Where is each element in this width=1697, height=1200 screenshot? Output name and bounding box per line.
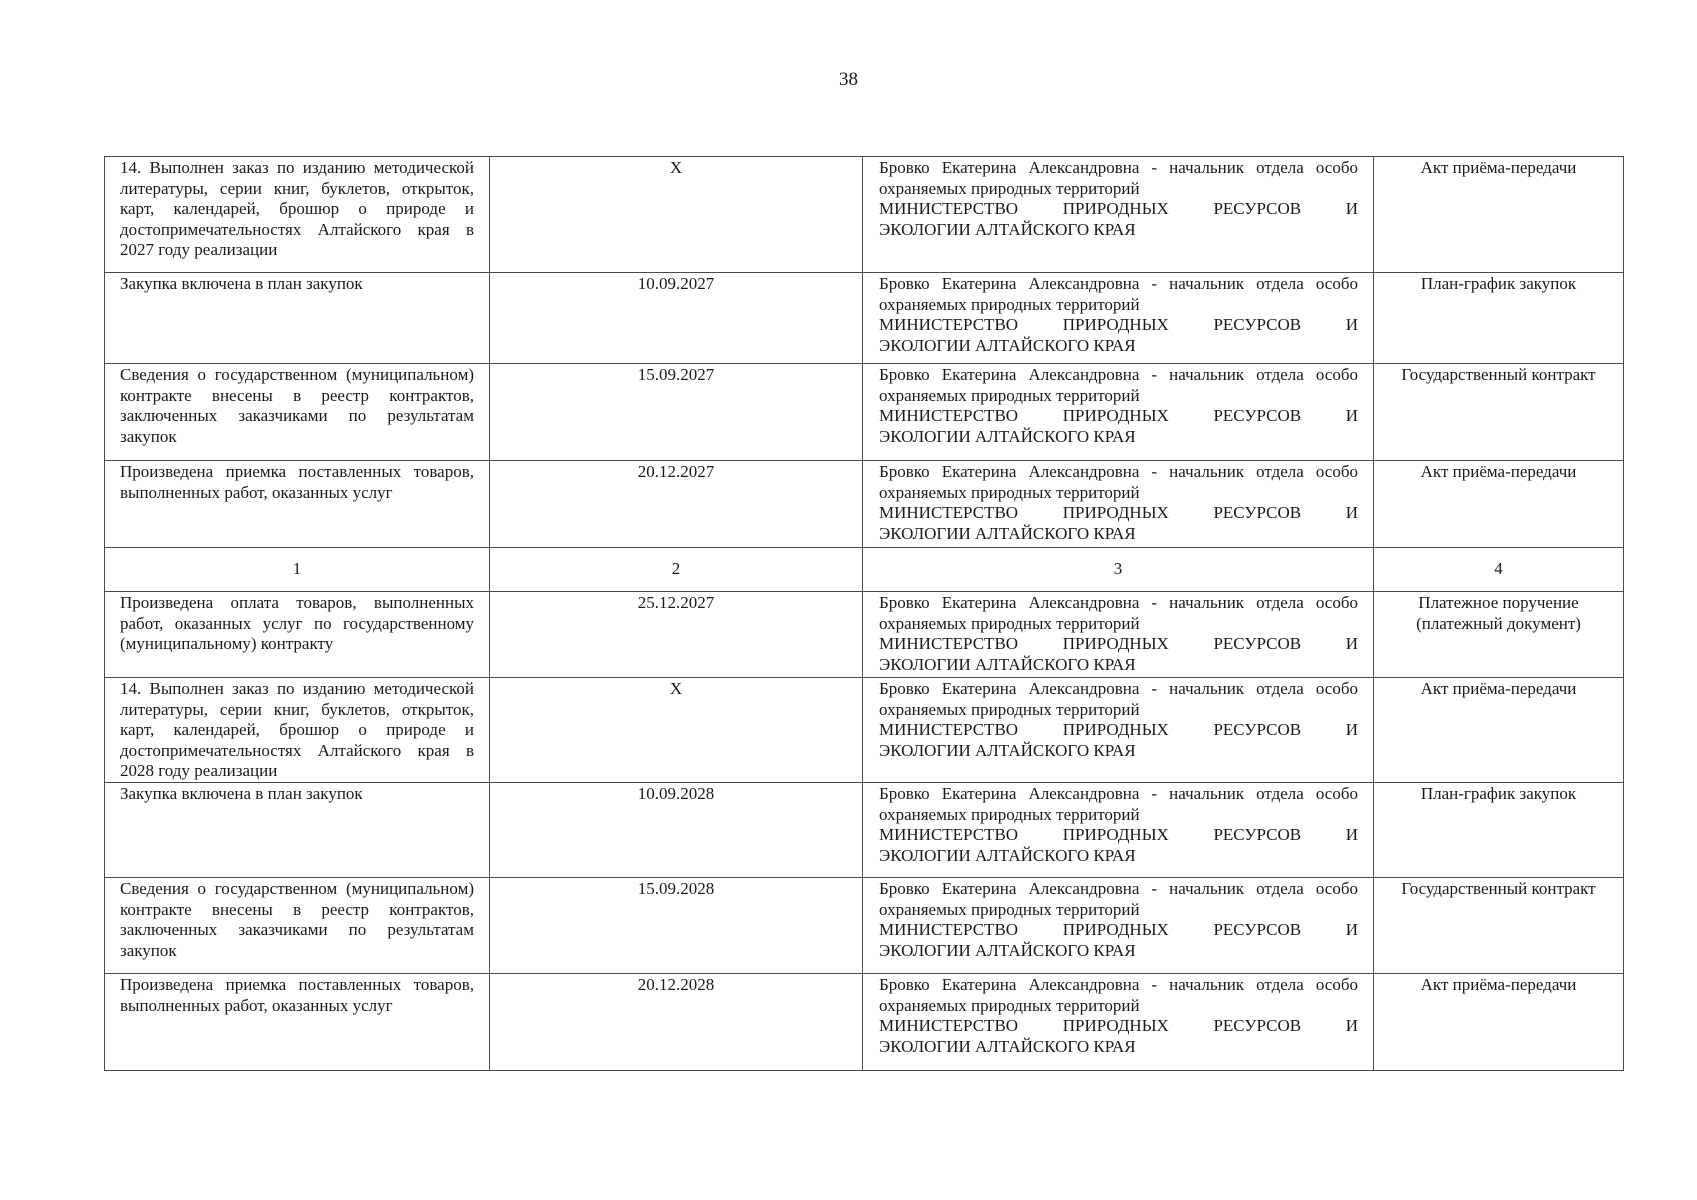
event-cell: Закупка включена в план закупок xyxy=(105,273,490,364)
responsible-ministry-line2: ЭКОЛОГИИ АЛТАЙСКОГО КРАЯ xyxy=(879,219,1136,239)
responsible-ministry-line2: ЭКОЛОГИИ АЛТАЙСКОГО КРАЯ xyxy=(879,426,1136,446)
responsible-ministry-line1: МИНИСТЕРСТВО ПРИРОДНЫХ РЕСУРСОВ И xyxy=(879,406,1358,426)
page-number: 38 xyxy=(839,69,858,90)
responsible-person-cont: охраняемых природных территорий xyxy=(879,995,1140,1015)
table-row xyxy=(105,364,1624,461)
responsible-ministry-line1: МИНИСТЕРСТВО ПРИРОДНЫХ РЕСУРСОВ И xyxy=(879,503,1358,523)
responsible-person: Бровко Екатерина Александровна - начальник отдела особо xyxy=(879,679,1358,698)
responsible-ministry-line2: ЭКОЛОГИИ АЛТАЙСКОГО КРАЯ xyxy=(879,335,1136,355)
document-cell: План-график закупок xyxy=(1374,783,1624,878)
responsible-ministry-line1: МИНИСТЕРСТВО ПРИРОДНЫХ РЕСУРСОВ И xyxy=(879,315,1358,335)
responsible-person: Бровко Екатерина Александровна - начальник отдела особо xyxy=(879,462,1358,481)
date-cell: 25.12.2027 xyxy=(490,592,863,678)
event-cell: Произведена оплата товаров, выполненных работ, оказанных услуг по государственному (муниципальному) контракту xyxy=(105,592,490,678)
responsible-ministry-line2: ЭКОЛОГИИ АЛТАЙСКОГО КРАЯ xyxy=(879,1036,1136,1056)
event-cell: 14. Выполнен заказ по изданию методической литературы, серии книг, буклетов, открыток, карт, календарей, брошюр о природе и достопримечательностях Алтайского края в 2028 году реализации xyxy=(105,678,490,783)
column-number: 1 xyxy=(105,548,490,592)
document-cell: Акт приёма-передачи xyxy=(1374,157,1624,273)
document-cell: Акт приёма-передачи xyxy=(1374,974,1624,1071)
responsible-person-cont: охраняемых природных территорий xyxy=(879,482,1140,502)
responsible-cell xyxy=(863,878,1374,974)
event-cell: Сведения о государственном (муниципальном) контракте внесены в реестр контрактов, заключенных заказчиками по результатам закупок xyxy=(105,878,490,974)
event-cell: Закупка включена в план закупок xyxy=(105,783,490,878)
date-cell: X xyxy=(490,678,863,783)
responsible-person-cont: охраняемых природных территорий xyxy=(879,613,1140,633)
document-cell: Государственный контракт xyxy=(1374,364,1624,461)
table-row xyxy=(105,678,1624,783)
responsible-ministry-line2: ЭКОЛОГИИ АЛТАЙСКОГО КРАЯ xyxy=(879,845,1136,865)
responsible-ministry-line2: ЭКОЛОГИИ АЛТАЙСКОГО КРАЯ xyxy=(879,654,1136,674)
date-cell: 10.09.2027 xyxy=(490,273,863,364)
column-number: 2 xyxy=(490,548,863,592)
responsible-person-cont: охраняемых природных территорий xyxy=(879,385,1140,405)
date-cell: X xyxy=(490,157,863,273)
responsible-person: Бровко Екатерина Александровна - начальник отдела особо xyxy=(879,784,1358,803)
document-cell: План-график закупок xyxy=(1374,273,1624,364)
responsible-ministry-line2: ЭКОЛОГИИ АЛТАЙСКОГО КРАЯ xyxy=(879,740,1136,760)
responsible-cell xyxy=(863,974,1374,1071)
responsible-cell xyxy=(863,783,1374,878)
responsible-cell xyxy=(863,461,1374,548)
event-cell: 14. Выполнен заказ по изданию методической литературы, серии книг, буклетов, открыток, карт, календарей, брошюр о природе и достопримечательностях Алтайского края в 2027 году реализации xyxy=(105,157,490,273)
table-row xyxy=(105,461,1624,548)
responsible-person: Бровко Екатерина Александровна - начальник отдела особо xyxy=(879,274,1358,293)
date-cell: 15.09.2027 xyxy=(490,364,863,461)
column-number: 3 xyxy=(863,548,1374,592)
responsible-cell xyxy=(863,592,1374,678)
responsible-ministry-line2: ЭКОЛОГИИ АЛТАЙСКОГО КРАЯ xyxy=(879,940,1136,960)
table-row xyxy=(105,878,1624,974)
responsible-ministry-line1: МИНИСТЕРСТВО ПРИРОДНЫХ РЕСУРСОВ И xyxy=(879,199,1358,219)
table-row xyxy=(105,273,1624,364)
responsible-person-cont: охраняемых природных территорий xyxy=(879,294,1140,314)
table-row xyxy=(105,783,1624,878)
responsible-cell xyxy=(863,273,1374,364)
responsible-ministry-line2: ЭКОЛОГИИ АЛТАЙСКОГО КРАЯ xyxy=(879,523,1136,543)
table-row xyxy=(105,157,1624,273)
document-cell: Акт приёма-передачи xyxy=(1374,678,1624,783)
date-cell: 20.12.2027 xyxy=(490,461,863,548)
responsible-person: Бровко Екатерина Александровна - начальник отдела особо xyxy=(879,158,1358,177)
responsible-cell xyxy=(863,678,1374,783)
responsible-ministry-line1: МИНИСТЕРСТВО ПРИРОДНЫХ РЕСУРСОВ И xyxy=(879,720,1358,740)
responsible-person: Бровко Екатерина Александровна - начальник отдела особо xyxy=(879,365,1358,384)
responsible-ministry-line1: МИНИСТЕРСТВО ПРИРОДНЫХ РЕСУРСОВ И xyxy=(879,825,1358,845)
responsible-cell xyxy=(863,364,1374,461)
document-cell: Государственный контракт xyxy=(1374,878,1624,974)
event-cell: Произведена приемка поставленных товаров, выполненных работ, оказанных услуг xyxy=(105,974,490,1071)
document-cell: Акт приёма-передачи xyxy=(1374,461,1624,548)
responsible-person: Бровко Екатерина Александровна - начальник отдела особо xyxy=(879,879,1358,898)
responsible-person-cont: охраняемых природных территорий xyxy=(879,899,1140,919)
table-row xyxy=(105,974,1624,1071)
responsible-cell xyxy=(863,157,1374,273)
date-cell: 10.09.2028 xyxy=(490,783,863,878)
responsible-person-cont: охраняемых природных территорий xyxy=(879,178,1140,198)
responsible-ministry-line1: МИНИСТЕРСТВО ПРИРОДНЫХ РЕСУРСОВ И xyxy=(879,1016,1358,1036)
responsible-person: Бровко Екатерина Александровна - начальник отдела особо xyxy=(879,975,1358,994)
table-row xyxy=(105,592,1624,678)
document-cell: Платежное поручение (платежный документ) xyxy=(1374,592,1624,678)
column-numbers-row xyxy=(105,548,1624,592)
date-cell: 20.12.2028 xyxy=(490,974,863,1071)
date-cell: 15.09.2028 xyxy=(490,878,863,974)
event-cell: Произведена приемка поставленных товаров, выполненных работ, оказанных услуг xyxy=(105,461,490,548)
control-points-table xyxy=(104,156,1624,1071)
event-cell: Сведения о государственном (муниципальном) контракте внесены в реестр контрактов, заключенных заказчиками по результатам закупок xyxy=(105,364,490,461)
responsible-person-cont: охраняемых природных территорий xyxy=(879,699,1140,719)
responsible-person-cont: охраняемых природных территорий xyxy=(879,804,1140,824)
column-number: 4 xyxy=(1374,548,1624,592)
responsible-person: Бровко Екатерина Александровна - начальник отдела особо xyxy=(879,593,1358,612)
responsible-ministry-line1: МИНИСТЕРСТВО ПРИРОДНЫХ РЕСУРСОВ И xyxy=(879,634,1358,654)
responsible-ministry-line1: МИНИСТЕРСТВО ПРИРОДНЫХ РЕСУРСОВ И xyxy=(879,920,1358,940)
